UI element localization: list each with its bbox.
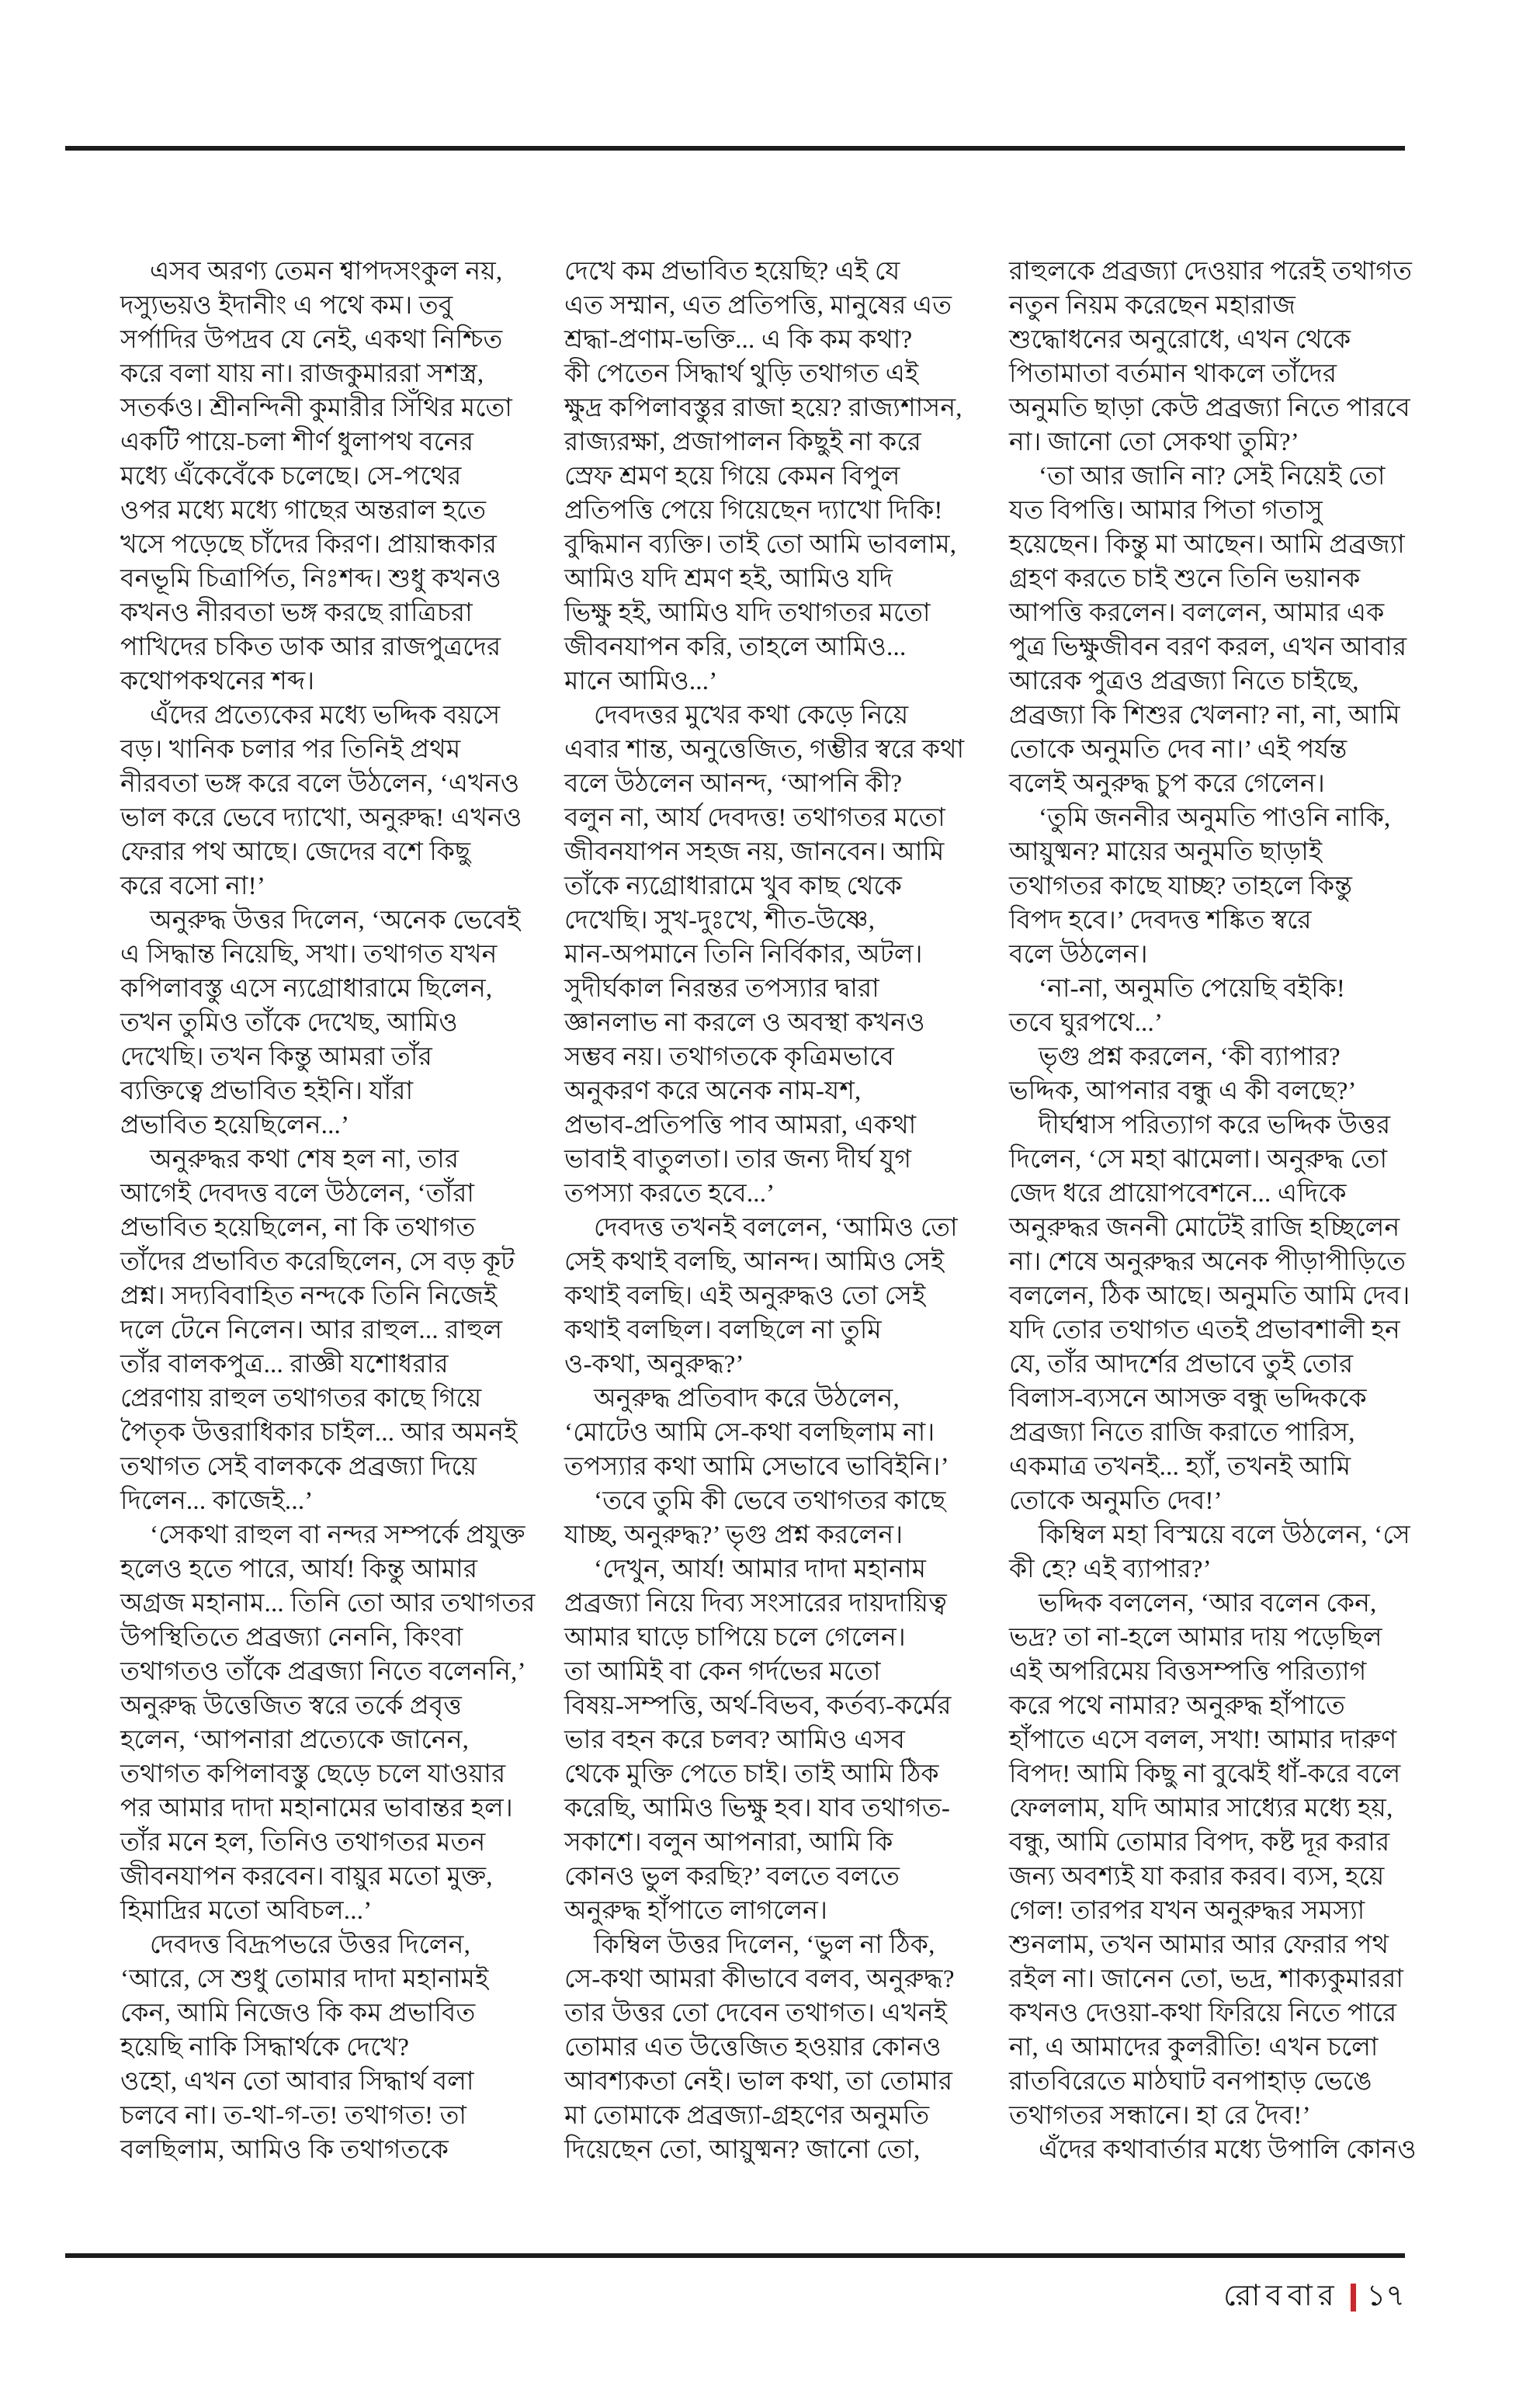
text-line: জেদ ধরে প্রায়োপবেশনে... এদিকে [1009,1180,1347,1208]
text-line: করে বলা যায় না। রাজকুমাররা সশস্ত্র, [120,360,484,388]
text-line: অনুরুদ্ধর জননী মোটেই রাজি হচ্ছিলেন [1009,1214,1400,1242]
text-line: না, এ আমাদের কুলরীতি! এখন চলো [1009,2034,1379,2062]
text-line: খসে পড়েছে চাঁদের কিরণ। প্রায়ান্ধকার [120,531,498,559]
text-line: কোনও ভুল করছি?’ বলতে বলতে [564,1863,900,1891]
text-column-2 [564,255,964,2167]
text-line: দিয়েছেন তো, আয়ুষ্মন? জানো তো, [564,2136,921,2164]
text-line: জ্ঞানলাভ না করলে ও অবস্থা কখনও [564,1009,925,1037]
text-line: অনুকরণ করে অনেক নাম-যশ, [564,1077,862,1105]
text-line: বলছিলাম, আমিও কি তথাগতকে [120,2136,449,2164]
text-line: বলে উঠলেন আনন্দ, ‘আপনি কী? [564,770,903,798]
text-line: এঁদের কথাবার্তার মধ্যে উপালি কোনও [1039,2136,1417,2164]
text-line: ক্ষুদ্র কপিলাবস্তুর রাজা হয়ে? রাজ্যশাসন, [564,394,962,422]
text-line: মধ্যে এঁকেবেঁকে চলেছে। সে-পথের [120,463,462,491]
text-line: ‘তবে তুমি কী ভেবে তথাগতর কাছে [594,1487,946,1515]
text-line: জীবনযাপন করি, তাহলে আমিও... [564,633,907,661]
text-line: হলেও হতে পারে, আর্য! কিন্তু আমার [120,1555,478,1583]
text-line: বুদ্ধিমান ব্যক্তি। তাই তো আমি ভাবলাম, [564,531,957,559]
text-line: ভাবাই বাতুলতা। তার জন্য দীর্ঘ যুগ [564,1146,912,1174]
text-line: হয়েছি নাকি সিদ্ধার্থকে দেখে? [120,2034,410,2062]
text-line: করে পথে নামার? অনুরুদ্ধ হাঁপাতে [1009,1692,1345,1720]
text-line: গ্রহণ করতে চাই শুনে তিনি ভয়ানক [1009,565,1361,593]
text-line: তা আমিই বা কেন গর্দভের মতো [564,1658,881,1686]
text-line: ভদ্দিক, আপনার বন্ধু এ কী বলছে?’ [1009,1077,1357,1105]
text-line: একটি পায়ে-চলা শীর্ণ ধুলাপথ বনের [120,428,474,456]
text-line: গেল! তারপর যখন অনুরুদ্ধর সমস্যা [1009,1897,1365,1925]
text-line: সেই কথাই বলছি, আনন্দ। আমিও সেই [564,1248,945,1276]
text-line: রইল না। জানেন তো, ভদ্র, শাক্যকুমাররা [1009,1965,1404,1993]
text-line: জীবনযাপন করবেন। বায়ুর মতো মুক্ত, [120,1863,493,1891]
text-line: জীবনযাপন সহজ নয়, জানবেন। আমি [564,838,945,866]
text-line: প্রব্রজ্যা নিয়ে দিব্য সংসারের দায়দায়িত্ব [564,1590,947,1618]
text-line: কেন, আমি নিজেও কি কম প্রভাবিত [120,1999,476,2027]
text-line: রাতবিরেতে মাঠঘাট বনপাহাড় ভেঙে [1009,2068,1372,2096]
text-line: ভদ্দিক বললেন, ‘আর বলেন কেন, [1039,1590,1377,1618]
text-line: বিপদ হবে।’ দেবদত্ত শঙ্কিত স্বরে [1009,907,1312,935]
text-line: এঁদের প্রত্যেকের মধ্যে ভদ্দিক বয়সে [150,702,501,730]
text-line: দেবদত্ত তখনই বললেন, ‘আমিও তো [594,1214,958,1242]
text-line: ‘দেখুন, আর্য! আমার দাদা মহানাম [594,1555,927,1583]
text-line: ভিক্ষু হই, আমিও যদি তথাগতর মতো [564,599,931,627]
text-line: তথাগত কপিলাবস্তু ছেড়ে চলে যাওয়ার [120,1760,506,1788]
text-line: আয়ুষ্মন? মায়ের অনুমতি ছাড়াই [1009,838,1323,866]
text-line: তপস্যা করতে হবে...’ [564,1180,775,1208]
text-line: দলে টেনে নিলেন। আর রাহুল... রাহুল [120,1316,503,1344]
text-line: বন্ধু, আমি তোমার বিপদ, কষ্ট দূর করার [1009,1829,1390,1857]
top-rule [65,146,1405,151]
text-line: হলেন, ‘আপনারা প্রত্যেকে জানেন, [120,1726,470,1754]
text-column-1 [120,255,536,2167]
text-line: দেখে কম প্রভাবিত হয়েছি? এই যে [564,258,900,286]
text-line: ‘মোটেও আমি সে-কথা বলছিলাম না। [564,1419,935,1447]
text-line: তখন তুমিও তাঁকে দেখেছ, আমিও [120,1009,458,1037]
text-line: সকাশে। বলুন আপনারা, আমি কি [564,1829,893,1857]
text-line: তোকে অনুমতি দেব না।’ এই পর্যন্ত [1009,736,1348,764]
text-column-3 [1009,255,1417,2167]
text-line: তাঁদের প্রভাবিত করেছিলেন, সে বড় কূট [120,1248,515,1276]
bottom-rule [65,2253,1405,2258]
text-line: তাঁর মনে হল, তিনিও তথাগতর মতন [120,1829,486,1857]
text-line: ভাল করে ভেবে দ্যাখো, অনুরুদ্ধ! এখনও [120,804,522,832]
text-line: প্রভাবিত হয়েছিলেন, না কি তথাগত [120,1214,476,1242]
text-line: রাহুলকে প্রব্রজ্যা দেওয়ার পরেই তথাগত [1009,258,1413,286]
text-line: তপস্যার কথা আমি সেভাবে ভাবিইনি।’ [564,1453,949,1481]
text-line: আরেক পুত্রও প্রব্রজ্যা নিতে চাইছে, [1009,668,1359,695]
text-line: যে, তাঁর আদর্শের প্রভাবে তুই তোর [1009,1351,1354,1379]
text-line: পুত্র ভিক্ষুজীবন বরণ করল, এখন আবার [1009,633,1407,661]
text-line: বিষয়-সম্পত্তি, অর্থ-বিভব, কর্তব্য-কর্মের [564,1692,952,1720]
text-line: দস্যুভয়ও ইদানীং এ পথে কম। তবু [120,292,453,320]
text-line: তাঁর বালকপুত্র... রাজ্ঞী যশোধরার [120,1351,449,1379]
text-line: সে-কথা আমরা কীভাবে বলব, অনুরুদ্ধ? [564,1965,955,1993]
text-line: সর্পাদির উপদ্রব যে নেই, একথা নিশ্চিত [120,326,503,354]
page-footer [65,2273,1405,2322]
text-line: এবার শান্ত, অনুত্তেজিত, গম্ভীর স্বরে কথা [564,736,965,764]
text-line: পৈতৃক উত্তরাধিকার চাইল... আর অমনই [120,1419,518,1447]
text-line: হিমাদ্রির মতো অবিচল...’ [120,1897,373,1925]
text-line: প্রেরণায় রাহুল তথাগতর কাছে গিয়ে [120,1385,482,1413]
text-line: দিলেন, ‘সে মহা ঝামেলা। অনুরুদ্ধ তো [1009,1146,1388,1174]
text-line: দেখেছি। সুখ-দুঃখে, শীত-উষ্ণে, [564,907,876,935]
text-line: ও-কথা, অনুরুদ্ধ?’ [564,1351,744,1379]
text-line: আবশ্যকতা নেই। ভাল কথা, তা তোমার [564,2068,953,2096]
text-line: দিলেন... কাজেই...’ [120,1487,314,1515]
text-line: যাচ্ছ, অনুরুদ্ধ?’ ভৃগু প্রশ্ন করলেন। [564,1521,904,1549]
magazine-name: রোববার [1223,2280,1340,2312]
page-number: ১৭ [1366,2280,1405,2312]
text-line: তার উত্তর তো দেবেন তথাগত। এখনই [564,1999,948,2027]
text-line: ফেরার পথ আছে। জেদের বশে কিছু [120,838,471,866]
text-line: ভদ্র? তা না-হলে আমার দায় পড়েছিল [1009,1624,1382,1652]
text-line: আমার ঘাড়ে চাপিয়ে চলে গেলেন। [564,1624,906,1652]
text-line: সম্ভব নয়। তথাগতকে কৃত্রিমভাবে [564,1043,895,1071]
text-line: দীর্ঘশ্বাস পরিত্যাগ করে ভদ্দিক উত্তর [1039,1112,1391,1139]
text-line: শুনলাম, তখন আমার আর ফেরার পথ [1009,1931,1389,1959]
text-line: বলুন না, আর্য দেবদত্ত! তথাগতর মতো [564,804,945,832]
text-line: কপিলাবস্তু এসে ন্যগ্রোধারামে ছিলেন, [120,975,493,1003]
text-line: কিম্বিল মহা বিস্ময়ে বলে উঠলেন, ‘সে [1039,1521,1410,1549]
text-line: থেকে মুক্তি পেতে চাই। তাই আমি ঠিক [564,1760,939,1788]
text-line: চলবে না। ত-থা-গ-ত! তথাগত! তা [120,2102,467,2130]
text-line: অনুরুদ্ধর কথা শেষ হল না, তার [150,1146,460,1174]
footer-separator-bar [1351,2284,1356,2311]
text-line: কখনও নীরবতা ভঙ্গ করছে রাত্রিচরা [120,599,473,627]
text-line: ফেললাম, যদি আমার সাধ্যের মধ্যে হয়, [1009,1795,1393,1822]
text-line: ভৃগু প্রশ্ন করলেন, ‘কী ব্যাপার? [1039,1043,1341,1071]
text-line: কী হে? এই ব্যাপার?’ [1009,1555,1212,1583]
text-line: তোকে অনুমতি দেব!’ [1009,1487,1223,1515]
text-line: হয়েছেন। কিন্তু মা আছেন। আমি প্রব্রজ্যা [1009,531,1405,559]
text-line: বলেই অনুরুদ্ধ চুপ করে গেলেন। [1009,770,1326,798]
text-line: জন্য অবশ্যই যা করার করব। ব্যস, হয়ে [1009,1863,1385,1891]
text-line: এই অপরিমেয় বিত্তসম্পত্তি পরিত্যাগ [1009,1658,1367,1686]
text-line: পর আমার দাদা মহানামের ভাবান্তর হল। [120,1795,513,1822]
text-line: স্রেফ শ্রমণ হয়ে গিয়ে কেমন বিপুল [564,463,900,491]
text-line: সতর্কও। শ্রীনন্দিনী কুমারীর সিঁথির মতো [120,394,513,422]
text-line: মা তোমাকে প্রব্রজ্যা-গ্রহণের অনুমতি [564,2102,930,2130]
text-line: প্রভাবিত হয়েছিলেন...’ [120,1112,350,1139]
text-line: উপস্থিতিতে প্রব্রজ্যা নেননি, কিংবা [120,1624,463,1652]
text-line: অগ্রজ মহানাম... তিনি তো আর তথাগতর [120,1590,536,1618]
text-line: সুদীর্ঘকাল নিরন্তর তপস্যার দ্বারা [564,975,879,1003]
text-line: এ সিদ্ধান্ত নিয়েছি, সখা। তথাগত যখন [120,941,498,969]
text-line: যদি তোর তথাগত এতই প্রভাবশালী হন [1009,1316,1400,1344]
text-line: না। শেষে অনুরুদ্ধর অনেক পীড়াপীড়িতে [1009,1248,1406,1276]
text-line: ভার বহন করে চলব? আমিও এসব [564,1726,906,1754]
text-line: দেখেছি। তখন কিন্তু আমরা তাঁর [120,1043,432,1071]
text-line: ‘আরে, সে শুধু তোমার দাদা মহানামই [120,1965,489,1993]
text-line: বিপদ! আমি কিছু না বুঝেই ধাঁ-করে বলে [1009,1760,1401,1788]
text-line: প্রব্রজ্যা নিতে রাজি করাতে পারিস, [1009,1419,1355,1447]
text-line: আপত্তি করলেন। বললেন, আমার এক [1009,599,1385,627]
text-line: অনুরুদ্ধ উত্তেজিত স্বরে তর্কে প্রবৃত্ত [120,1692,463,1720]
text-line: এত সম্মান, এত প্রতিপত্তি, মানুষের এত [564,292,952,320]
text-line: তাঁকে ন্যগ্রোধারামে খুব কাছ থেকে [564,872,903,900]
text-line: প্রভাব-প্রতিপত্তি পাব আমরা, একথা [564,1112,917,1139]
text-line: মান-অপমানে তিনি নির্বিকার, অটল। [564,941,923,969]
text-line: না। জানো তো সেকথা তুমি?’ [1009,428,1299,456]
text-line: এসব অরণ্য তেমন শ্বাপদসংকুল নয়, [150,258,503,286]
text-line: তোমার এত উত্তেজিত হওয়ার কোনও [564,2034,942,2062]
text-line: নীরবতা ভঙ্গ করে বলে উঠলেন, ‘এখনও [120,770,520,798]
text-line: প্রশ্ন। সদ্যবিবাহিত নন্দকে তিনি নিজেই [120,1282,498,1310]
text-line: ওপর মধ্যে মধ্যে গাছের অন্তরাল হতে [120,497,487,525]
text-line: কথাই বলছিল। বলছিলে না তুমি [564,1316,882,1344]
text-line: বিলাস-ব্যসনে আসক্ত বন্ধু ভদ্দিককে [1009,1385,1367,1413]
text-line: কখনও দেওয়া-কথা ফিরিয়ে নিতে পারে [1009,1999,1397,2027]
text-line: তথাগতর সন্ধানে। হা রে দৈব!’ [1009,2102,1311,2130]
text-line: অনুরুদ্ধ প্রতিবাদ করে উঠলেন, [594,1385,900,1413]
text-line: করে বসো না!’ [120,872,266,900]
text-line: মানে আমিও...’ [564,668,718,695]
text-line: অনুমতি ছাড়া কেউ প্রব্রজ্যা নিতে পারবে [1009,394,1410,422]
text-line: শ্রদ্ধা-প্রণাম-ভক্তি... এ কি কম কথা? [564,326,913,354]
text-line: প্রতিপত্তি পেয়ে গিয়েছেন দ্যাখো দিকি! [564,497,943,525]
text-line: একমাত্র তখনই... হ্যাঁ, তখনই আমি [1009,1453,1351,1481]
text-line: নতুন নিয়ম করেছেন মহারাজ [1009,292,1296,320]
text-line: বললেন, ঠিক আছে। অনুমতি আমি দেব। [1009,1282,1410,1310]
text-line: পাখিদের চকিত ডাক আর রাজপুত্রদের [120,633,501,661]
text-line: হাঁপাতে এসে বলল, সখা! আমার দারুণ [1009,1726,1397,1754]
text-line: তথাগত সেই বালককে প্রব্রজ্যা দিয়ে [120,1453,477,1481]
text-line: দেবদত্তর মুখের কথা কেড়ে নিয়ে [594,702,909,730]
text-line: কথাই বলছি। এই অনুরুদ্ধও তো সেই [564,1282,926,1310]
text-line: কথোপকথনের শব্দ। [120,668,315,695]
text-line: যত বিপত্তি। আমার পিতা গতাসু [1009,497,1323,525]
text-line: অনুরুদ্ধ হাঁপাতে লাগলেন। [564,1897,828,1925]
text-line: কিম্বিল উত্তর দিলেন, ‘ভুল না ঠিক, [594,1931,935,1959]
text-line: ‘না-না, অনুমতি পেয়েছি বইকি! [1039,975,1346,1003]
text-line: তথাগতও তাঁকে প্রব্রজ্যা নিতে বলেননি,’ [120,1658,526,1686]
text-line: তথাগতর কাছে যাচ্ছ? তাহলে কিন্তু [1009,872,1353,900]
text-line: বলে উঠলেন। [1009,941,1148,969]
text-line: আগেই দেবদত্ত বলে উঠলেন, ‘তাঁরা [120,1180,475,1208]
text-line: দেবদত্ত বিদ্রূপভরে উত্তর দিলেন, [150,1931,471,1959]
text-line: আমিও যদি শ্রমণ হই, আমিও যদি [564,565,893,593]
text-line: ‘তা আর জানি না? সেই নিয়েই তো [1039,463,1386,491]
text-line: বড়। খানিক চলার পর তিনিই প্রথম [120,736,461,764]
text-line: ‘তুমি জননীর অনুমতি পাওনি নাকি, [1039,804,1391,832]
text-line: অনুরুদ্ধ উত্তর দিলেন, ‘অনেক ভেবেই [150,907,521,935]
text-line: বনভূমি চিত্রার্পিত, নিঃশব্দ। শুধু কখনও [120,565,501,593]
text-line: রাজ্যরক্ষা, প্রজাপালন কিছুই না করে [564,428,921,456]
text-line: পিতামাতা বর্তমান থাকলে তাঁদের [1009,360,1337,388]
text-line: প্রব্রজ্যা কি শিশুর খেলনা? না, না, আমি [1009,702,1400,730]
text-line: ‘সেকথা রাহুল বা নন্দর সম্পর্কে প্রযুক্ত [150,1521,525,1549]
text-line: করেছি, আমিও ভিক্ষু হব। যাব তথাগত- [564,1795,951,1822]
text-line: তবে ঘুরপথে...’ [1009,1009,1164,1037]
text-line: শুদ্ধোধনের অনুরোধে, এখন থেকে [1009,326,1351,354]
text-line: ব্যক্তিত্বে প্রভাবিত হইনি। যাঁরা [120,1077,414,1105]
text-line: ওহো, এখন তো আবার সিদ্ধার্থ বলা [120,2068,474,2096]
text-line: কী পেতেন সিদ্ধার্থ থুড়ি তথাগত এই [564,360,919,388]
